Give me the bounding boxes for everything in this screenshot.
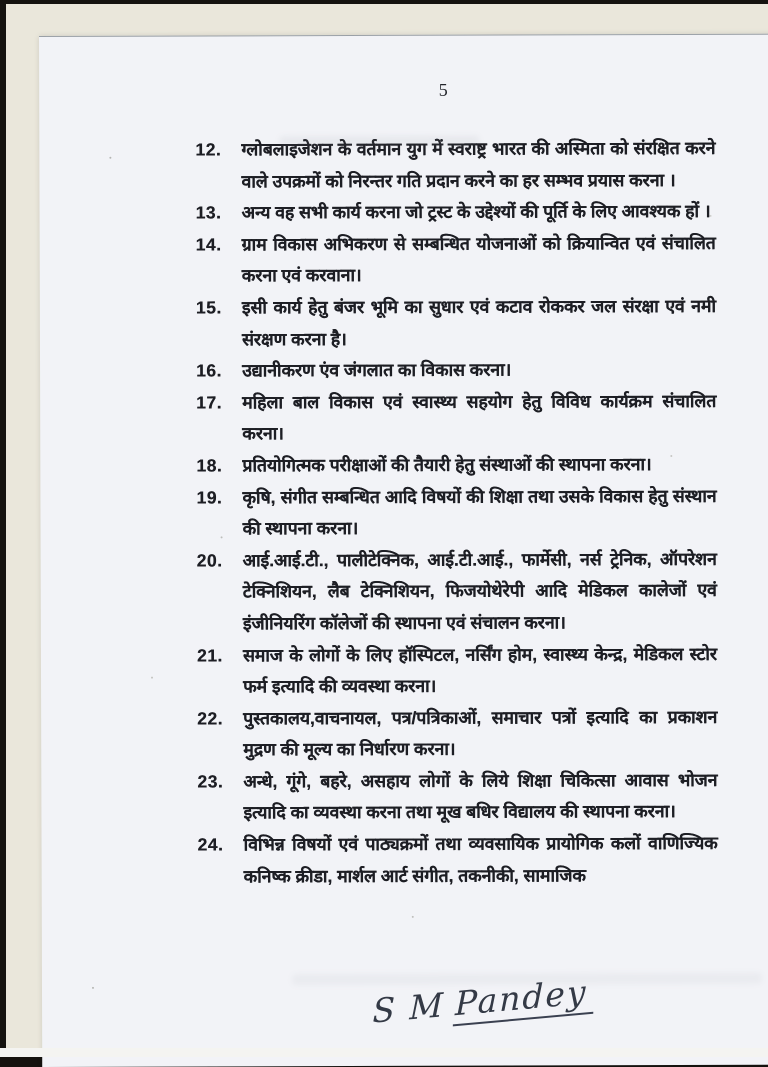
- scan-bottom-edge: [0, 1048, 768, 1057]
- list-item-number: 16.: [196, 360, 222, 381]
- list-item-number: 19.: [196, 486, 223, 508]
- list-item: [196, 354, 718, 387]
- clause-list: [195, 133, 719, 893]
- list-item-text: महिला बाल विकास एवं स्वास्थ्य सहयोग हेतु विविध कार्यक्रम संचालित करना।: [242, 390, 717, 444]
- document-page: [39, 34, 768, 1067]
- bleedthrough-mark: [292, 973, 762, 985]
- list-item-number: 15.: [195, 297, 222, 318]
- page-number: 5: [438, 79, 448, 100]
- signature-surname: Pandey: [453, 971, 594, 1026]
- list-item: [196, 291, 718, 356]
- list-item-number: 23.: [197, 771, 224, 792]
- bleedthrough-mark: [279, 136, 479, 147]
- list-item: [197, 765, 719, 830]
- list-item: [196, 386, 718, 451]
- list-item-text: पुस्तकालय,वाचनायल, पत्र/पत्रिकाओं, समाचार पत्रों इत्यादि का प्रकाशन मुद्रण की मूल्य का निर्धारण करना।: [243, 706, 718, 760]
- list-item-text: आई.आई.टी., पालीटेक्निक, आई.टी.आई., फार्मेसी, नर्स ट्रेनिक, ऑपरेशन टेक्निशियन, लैब टेक्निशियन, फिजयोथेरेपी आदि मेडिकल कालेजों एवं इंजीनियरिंग कॉलेजों की स्थापना एवं संचालन करना।: [242, 548, 717, 634]
- list-item: [197, 544, 719, 640]
- list-item-number: 20.: [196, 550, 223, 571]
- list-item-number: 21.: [196, 644, 223, 666]
- list-item-number: 22.: [197, 708, 224, 729]
- scan-noise-specks: [109, 157, 111, 159]
- list-item-text: ग्राम विकास अभिकरण से सम्बन्धित योजनाओं को क्रियान्वित एवं संचालित करना एवं करवाना।: [241, 232, 716, 286]
- list-item-text: कृषि, संगीत सम्बन्धित आदि विषयों की शिक्षा तथा उसके विकास हेतु संस्थान की स्थापना करना।: [242, 485, 717, 539]
- list-item: [196, 196, 718, 229]
- list-item-text: विभिन्न विषयों एवं पाठ्यक्रमों तथा व्यवसायिक प्रायोगिक कलों वाणिज्यिक कनिष्क क्रीडा, मार्शल आर्ट संगीत, तकनीकी, सामाजिक: [243, 832, 718, 887]
- list-item-number: 12.: [195, 139, 222, 160]
- list-item-number: 14.: [195, 234, 222, 255]
- list-item: [197, 638, 719, 703]
- list-item-text: अन्धे, गूंगे, बहरे, असहाय लोगों के लिये शिक्षा चिकित्सा आवास भोजन इत्यादि का व्यवस्था करना तथा मूख बधिर विद्यालय की स्थापना करना।: [243, 769, 718, 823]
- list-item-text: अन्य वह सभी कार्य करना जो ट्रस्ट के उद्देश्यों की पूर्ति के लिए आवश्यक हों ।: [241, 201, 711, 223]
- list-item-number: 24.: [197, 834, 224, 855]
- signature-initials: S M: [372, 984, 446, 1031]
- list-item: [196, 480, 718, 545]
- list-item: [197, 702, 719, 767]
- list-item-number: 13.: [195, 202, 222, 223]
- list-item: [197, 828, 719, 893]
- list-item: [196, 449, 718, 482]
- list-item-text: ग्लोबलाइजेशन के वर्तमान युग में स्वराष्ट्र भारत की अस्मिता को संरक्षित करने वाले उपक्रमों को निरन्तर गति प्रदान करने का हर सम्भव प्रयास करना ।: [241, 137, 716, 191]
- list-item-text: इसी कार्य हेतु बंजर भूमि का सुधार एवं कटाव रोककर जल संरक्षा एवं नमी संरक्षण करना है।: [241, 295, 716, 349]
- list-item-text: प्रतियोगित्मक परीक्षाओं की तैयारी हेतु संस्थाओं की स्थापना करना।: [242, 454, 652, 476]
- list-item-text: समाज के लोगों के लिए हॉस्पिटल, नर्सिंग होम, स्वास्थ्य केन्द्र, मेडिकल स्टोर फर्म इत्यादि की व्यवस्था करना।: [242, 643, 717, 697]
- list-item-text: उद्यानीकरण एंव जंगलात का विकास करना।: [242, 359, 512, 381]
- list-item: [196, 228, 718, 293]
- list-item-number: 18.: [196, 455, 223, 476]
- list-item-number: 17.: [196, 392, 223, 413]
